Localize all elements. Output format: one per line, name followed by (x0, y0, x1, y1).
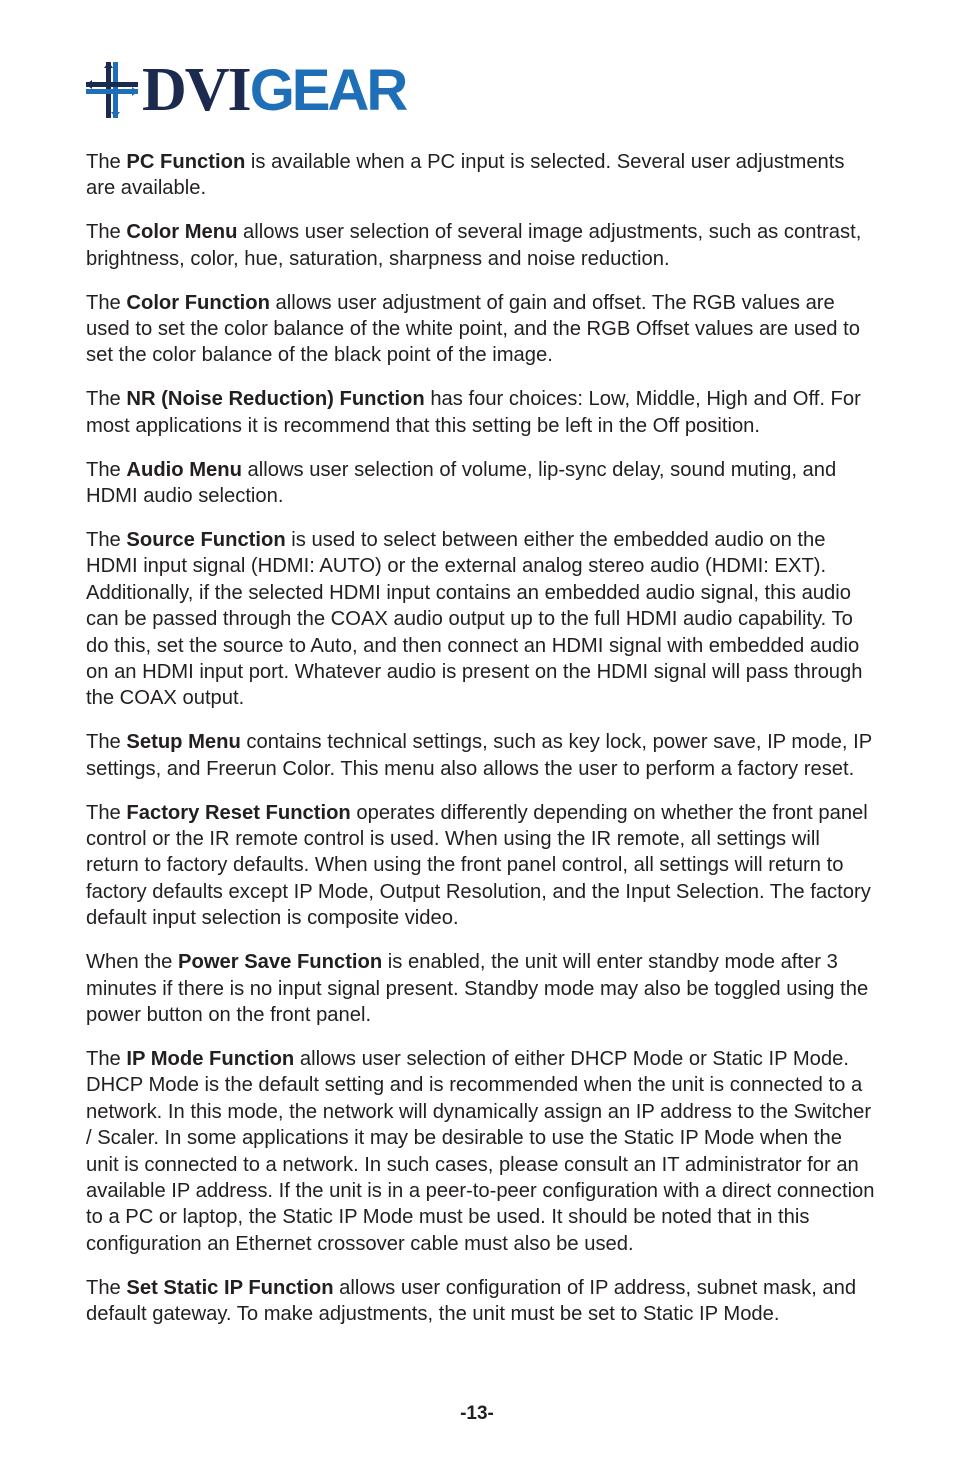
paragraph-term: Color Function (126, 291, 270, 314)
paragraph-lead: The (86, 151, 127, 173)
paragraph-lead: The (86, 221, 127, 244)
paragraph-term: PC Function (126, 151, 246, 173)
logo-text-dvi: DVI (142, 55, 250, 124)
paragraph (86, 149, 876, 202)
paragraph (86, 290, 876, 369)
paragraph-text: is available when a PC input is selected. Several user adjustments are available. (86, 151, 845, 200)
paragraph-term: IP Mode Function (126, 1047, 295, 1070)
dvigear-logo (86, 55, 406, 124)
cross-logo-icon (86, 62, 138, 118)
paragraph-term: Power Save Function (178, 951, 383, 974)
paragraph-lead: When the (86, 951, 179, 974)
paragraph-text: is used to select between either the embedded audio on the HDMI input signal (HDMI: AUTO) or the external analog stereo audio (HDMI: EXT). Additionally, if the selected HDMI input contains an embedded audio signal, this audio can be passed through the COAX audio output up to the full HDMI audio capability. To do this, set the source to Auto, and then connect an HDMI signal with embedded audio on an HDMI input port. Whatever audio is present on the HDMI signal will pass through the COAX output. (86, 528, 863, 710)
paragraph (86, 949, 876, 1028)
paragraph-lead: The (86, 528, 127, 551)
paragraph-text: allows user selection of volume, lip-sync delay, sound muting, and HDMI audio selection. (86, 458, 837, 508)
paragraph-term: Set Static IP Function (126, 1276, 334, 1299)
paragraph-lead: The (86, 801, 127, 824)
paragraph-term: Factory Reset Function (126, 801, 351, 824)
paragraph-lead: The (86, 1047, 127, 1070)
paragraph (86, 729, 876, 782)
paragraph-text: allows user selection of either DHCP Mode or Static IP Mode. DHCP Mode is the default setting and is recommended when the unit is connected to a network. In this mode, the network will dynamically assign an IP address to the Switcher / Scaler. In some applications it may be desirable to use the Static IP Mode when the unit is connected to a network. In such cases, please consult an IT administrator for an available IP address. If the unit is in a peer-to-peer configuration with a direct connection to a PC or laptop, the Static IP Mode must be used. It should be noted that in this configuration an Ethernet crossover cable must also be used. (86, 1047, 875, 1255)
logo-text-gear: GEAR (249, 57, 406, 123)
paragraph-term: Color Menu (126, 221, 238, 244)
paragraph-text: is enabled, the unit will enter standby mode after 3 minutes if there is no input signal present. Standby mode may also be toggled using the power button on the front panel. (86, 951, 869, 1026)
paragraph-lead: The (86, 1276, 127, 1299)
paragraph-text: allows user configuration of IP address, subnet mask, and default gateway. To make adjustments, the unit must be set to Static IP Mode. (86, 1276, 857, 1326)
paragraph-term: Source Function (126, 528, 286, 551)
paragraph-lead: The (86, 291, 127, 314)
paragraph-lead: The (86, 388, 127, 411)
paragraph-text: operates differently depending on whether the front panel control or the IR remote control is used. When using the IR remote, all settings will return to factory defaults. When using the front panel control, all settings will return to factory defaults except IP Mode, Output Resolution, and the Input Selection. The factory default input selection is composite video. (86, 801, 871, 930)
logo-wordmark (142, 55, 406, 124)
paragraph (86, 386, 876, 439)
paragraph-term: Audio Menu (126, 458, 242, 481)
page-number: -13- (460, 1403, 494, 1424)
paragraph-text: allows user adjustment of gain and offset. The RGB values are used to set the color balance of the white point, and the RGB Offset values are used to set the color balance of the black point of the image. (86, 291, 860, 367)
paragraph (86, 1275, 876, 1328)
paragraph (86, 1046, 876, 1257)
paragraph-text: has four choices: Low, Middle, High and Off. For most applications it is recommend that this setting be left in the Off position. (86, 388, 861, 437)
paragraph (86, 527, 876, 712)
paragraph-lead: The (86, 731, 127, 754)
paragraph (86, 800, 876, 932)
paragraph-text: allows user selection of several image adjustments, such as contrast, brightness, color, hue, saturation, sharpness and noise reduction. (86, 221, 862, 270)
paragraph-term: Setup Menu (126, 731, 241, 754)
paragraph (86, 457, 876, 510)
paragraph-term: NR (Noise Reduction) Function (126, 388, 425, 411)
paragraph-text: contains technical settings, such as key lock, power save, IP mode, IP settings, and Freerun Color. This menu also allows the user to perform a factory reset. (86, 731, 872, 780)
paragraph (86, 219, 876, 272)
body-text (86, 149, 876, 1345)
paragraph-lead: The (86, 458, 127, 481)
